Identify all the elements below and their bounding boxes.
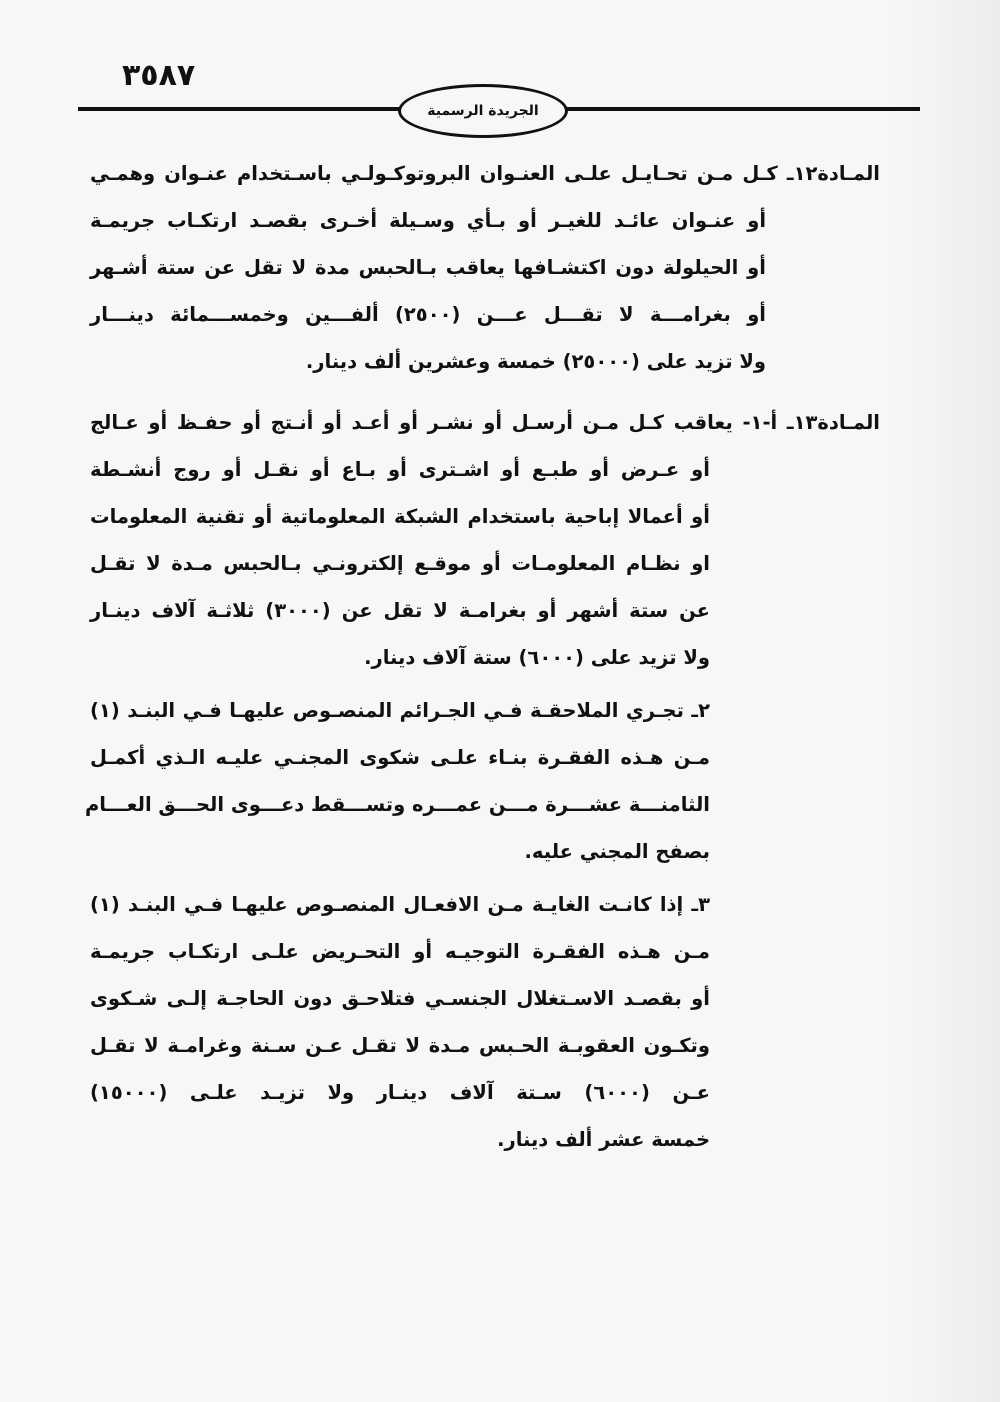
article-12-line: أو بغرامـــة لا تقـــل عـــن (٢٥٠٠) ألفـــين وخمســـمائة دينـــار — [90, 303, 766, 326]
article-13-line: أو أعمالا إباحية باستخدام الشبكة المعلوماتية أو تقنية المعلومات — [90, 505, 710, 528]
item-3-line: مـن هـذه الفقـرة التوجيـه أو التحـريض علـى ارتكـاب جريمـة — [90, 940, 710, 963]
item-2-line: الثامنـــة عشـــرة مـــن عمـــره وتســـقط دعـــوى الحـــق العـــام — [85, 793, 710, 816]
article-12-line: أو الحيلولة دون اكتشـافها يعاقب بـالحبس مدة لا تقل عن ستة أشـهر — [90, 256, 766, 279]
item-3-line: وتكـون العقوبـة الحـبس مـدة لا تقـل عـن سـنة وغرامـة لا تقـل — [90, 1034, 710, 1057]
scan-shadow — [890, 0, 1000, 1402]
item-2-line: ٢ـ تجـري الملاحقـة فـي الجـرائم المنصـوص عليهـا فـي البنـد (١) — [90, 699, 710, 722]
article-12-line: ولا تزيد على (٢٥٠٠٠) خمسة وعشرين ألف دينار. — [305, 350, 766, 373]
article-13-item-2 — [85, 687, 880, 875]
item-3-line: عـن (٦٠٠٠) سـتة آلاف دينـار ولا تزيـد علـى (١٥٠٠٠) — [90, 1081, 710, 1104]
item-3-line: خمسة عشر ألف دينار. — [497, 1128, 710, 1151]
article-13-line: أو عـرض أو طبـع أو اشـترى أو بـاع أو نقـل أو روج أنشـطة — [90, 458, 710, 481]
article-12-line: أو عنـوان عائـد للغيـر أو بـأي وسـيلة أخـرى بقصـد ارتكـاب جريمـة — [90, 209, 766, 232]
item-2-line: مـن هـذه الفقـرة بنـاء علـى شكوى المجنـي عليـه الـذي أكمـل — [90, 746, 710, 769]
item-3-line: أو بقصـد الاسـتغلال الجنسـي فتلاحـق دون الحاجـة إلـى شـكوى — [90, 987, 710, 1010]
gazette-title: الجريدة الرسمية — [427, 103, 539, 119]
legal-text — [85, 150, 880, 1177]
item-3-line: ٣ـ إذا كانـت الغايـة مـن الافعـال المنصـوص عليهـا فـي البنـد (١) — [90, 893, 710, 916]
article-12-line: المـادة١٢ـ كـل مـن تحـايـل علـى العنـوان البروتوكـولـي باسـتخدام عنـوان وهمـي — [90, 162, 880, 185]
item-2-line: بصفح المجني عليه. — [524, 840, 710, 863]
gazette-title-oval — [398, 84, 568, 138]
article-13-line: ولا تزيد على (٦٠٠٠) ستة آلاف دينار. — [364, 646, 710, 669]
article-13-line: عن ستة أشهر أو بغرامـة لا تقل عن (٣٠٠٠) ثلاثـة آلاف دينـار — [90, 599, 710, 622]
article-13-line: المـادة١٣ـ أ-١- يعاقب كـل مـن أرسـل أو نشـر أو أعـد أو أنـتج أو حفـظ أو عـالج — [90, 411, 880, 434]
article-13 — [85, 399, 880, 1163]
page-number: ٣٥٨٧ — [122, 58, 196, 93]
article-13-line: او نظـام المعلومـات أو موقـع إلكترونـي بـالحبس مـدة لا تقـل — [90, 552, 710, 575]
article-13-item-3 — [90, 881, 880, 1163]
article-12 — [90, 150, 880, 385]
